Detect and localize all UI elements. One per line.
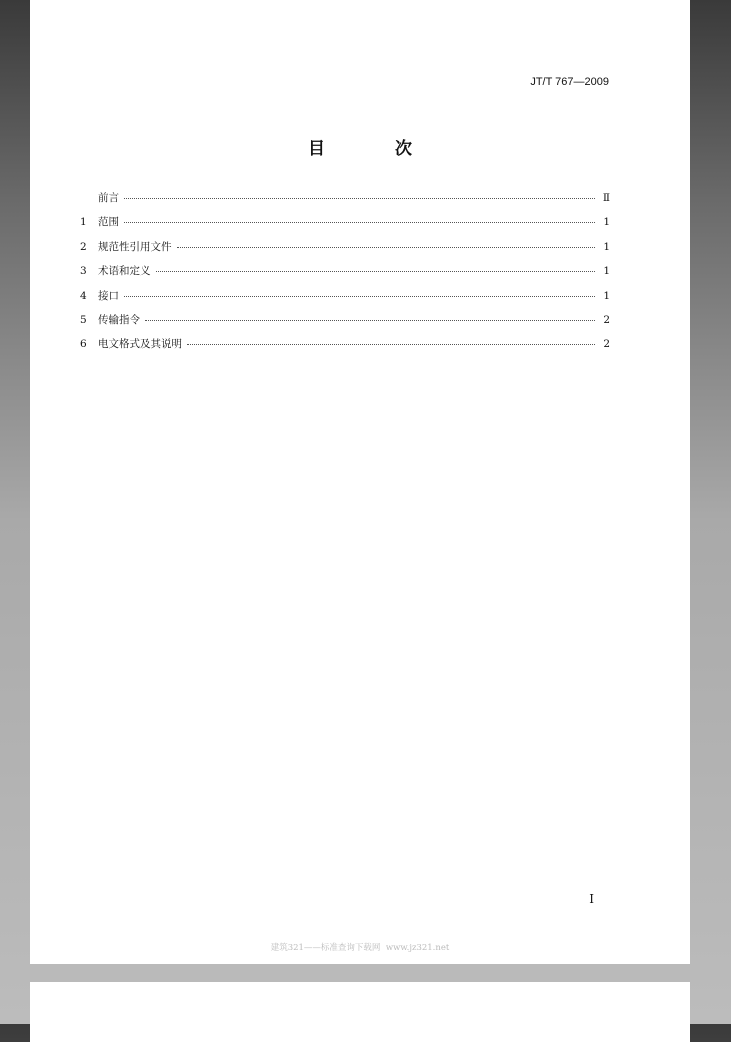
toc-entry-page: 1: [603, 265, 610, 278]
toc-dot-leader: [124, 295, 595, 297]
next-page: [30, 982, 690, 1042]
toc-entry-label: 规范性引用文件: [98, 240, 172, 253]
toc-entry[interactable]: [80, 190, 610, 214]
toc-entry-page: 2: [603, 338, 610, 351]
toc-entry-label: 前言: [98, 192, 119, 204]
table-of-contents: [80, 190, 610, 361]
toc-entry[interactable]: [80, 239, 610, 263]
toc-entry-number: 1: [80, 216, 87, 229]
toc-entry-page: Ⅱ: [602, 192, 610, 204]
toc-dot-leader: [145, 319, 595, 321]
toc-dot-leader: [124, 197, 595, 199]
toc-entry-page: 2: [603, 313, 610, 326]
toc-entry-page: 1: [603, 240, 610, 253]
toc-dot-leader: [177, 246, 596, 248]
toc-dot-leader: [124, 221, 595, 223]
toc-dot-leader: [156, 270, 596, 272]
toc-entry-label: 术语和定义: [98, 265, 151, 278]
toc-entry-number: 6: [80, 338, 87, 351]
toc-entry-number: 3: [80, 265, 87, 278]
toc-entry-label: 传输指令: [98, 313, 140, 326]
toc-entry[interactable]: [80, 214, 610, 238]
toc-entry-label: 电文格式及其说明: [98, 338, 182, 351]
toc-entry[interactable]: [80, 336, 610, 360]
toc-entry-number: 2: [80, 240, 87, 253]
page-number: I: [589, 892, 594, 906]
toc-entry[interactable]: [80, 312, 610, 336]
watermark-footer: 建筑321——标准查询下载网 www.jz321.net: [270, 943, 450, 953]
toc-entry-page: 1: [603, 289, 610, 302]
toc-entry[interactable]: [80, 288, 610, 312]
toc-entry-page: 1: [603, 216, 610, 229]
document-page: [30, 0, 690, 964]
toc-entry-label: 范围: [98, 216, 119, 229]
toc-entry-number: 5: [80, 313, 87, 326]
toc-entry-number: 4: [80, 289, 87, 302]
toc-title: 目 次: [308, 139, 444, 159]
toc-dot-leader: [187, 343, 595, 345]
toc-entry-label: 接口: [98, 289, 119, 302]
standard-code: JT/T 767—2009: [530, 76, 609, 88]
toc-entry[interactable]: [80, 263, 610, 287]
